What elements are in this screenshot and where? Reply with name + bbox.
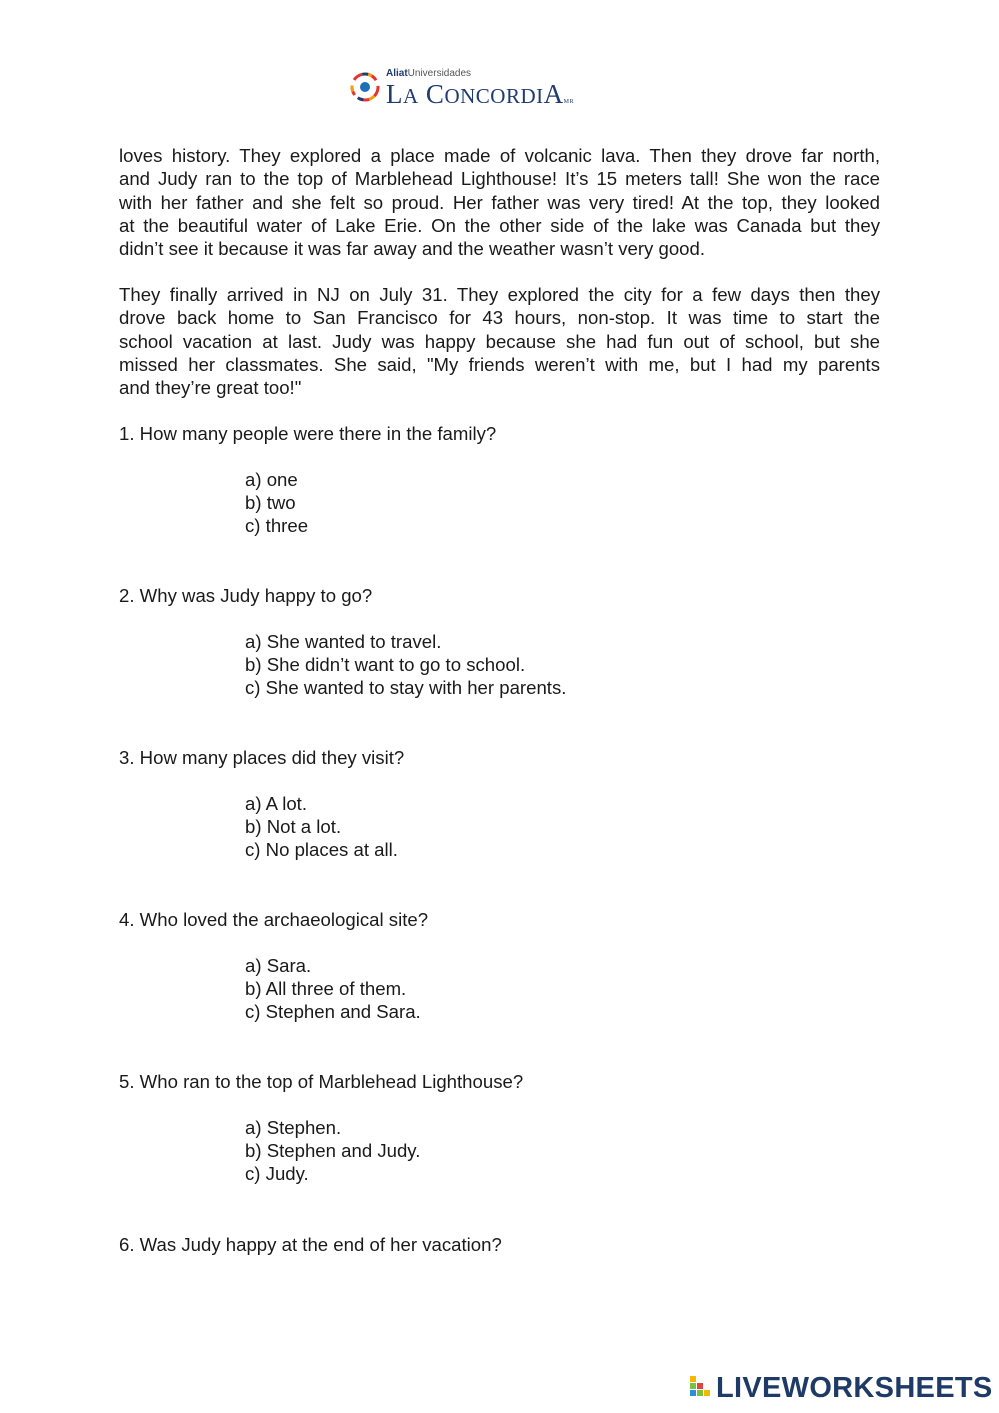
option[interactable]: b) Not a lot. [245, 816, 342, 838]
question-6: 6. Was Judy happy at the end of her vacation? [119, 1234, 502, 1255]
option[interactable]: c) Judy. [245, 1163, 309, 1185]
question-1: 1. How many people were there in the family? [119, 423, 497, 444]
option[interactable]: a) A lot. [245, 793, 308, 814]
university-logo [348, 66, 608, 112]
question-1-options [245, 468, 308, 538]
question-3-options [245, 792, 398, 862]
question-4: 4. Who loved the archaeological site? [119, 909, 429, 930]
option[interactable]: a) She wanted to travel. [245, 631, 442, 652]
option[interactable]: c) No places at all. [245, 839, 398, 861]
option[interactable]: c) Stephen and Sara. [245, 1001, 421, 1023]
question-3: 3. How many places did they visit? [119, 747, 405, 768]
option[interactable]: b) She didn’t want to go to school. [245, 654, 526, 676]
option[interactable]: a) Sara. [245, 955, 312, 976]
question-2-options [245, 630, 566, 700]
logo-wordmark: LA CONCORDIAMR [386, 79, 574, 109]
concordia-emblem-icon [348, 70, 382, 104]
story-paragraph-2: They finally arrived in NJ on July 31. They explored the city for a few days then they drove back home to San Francisco for 43 hours, non-stop. It was time to start the school vacation at last. Judy was happy because she had fun out of school, but she missed her classmates. She said, "My friends weren’t with me, but I had my parents and they’re great too!" [119, 284, 880, 399]
option[interactable]: b) two [245, 492, 296, 514]
logo-subtitle: AliatUniversidades [386, 68, 472, 79]
question-2: 2. Why was Judy happy to go? [119, 585, 373, 606]
liveworksheets-logo [690, 1372, 993, 1404]
option[interactable]: b) Stephen and Judy. [245, 1140, 421, 1162]
question-5-options [245, 1116, 420, 1186]
option[interactable]: b) All three of them. [245, 978, 407, 1000]
option[interactable]: a) one [245, 469, 298, 490]
story-paragraph-1: loves history. They explored a place made of volcanic lava. Then they drove far north, and Judy ran to the top of Marblehead Lighthouse! It’s 15 meters tall! She won the race with her father and she felt so proud. Her father was very tired! At the top, they looked at the beautiful water of Lake Erie. On the other side of the lake was Canada but they didn’t see it because it was far away and the weather wasn’t very good. [119, 145, 880, 260]
liveworksheets-wordmark: LIVEWORKSHEETS [716, 1372, 993, 1404]
option[interactable]: c) three [245, 515, 309, 537]
question-5: 5. Who ran to the top of Marblehead Lighthouse? [119, 1071, 524, 1092]
liveworksheets-blocks-icon [690, 1376, 712, 1400]
option[interactable]: c) She wanted to stay with her parents. [245, 677, 567, 699]
option[interactable]: a) Stephen. [245, 1117, 342, 1138]
question-4-options [245, 954, 421, 1024]
